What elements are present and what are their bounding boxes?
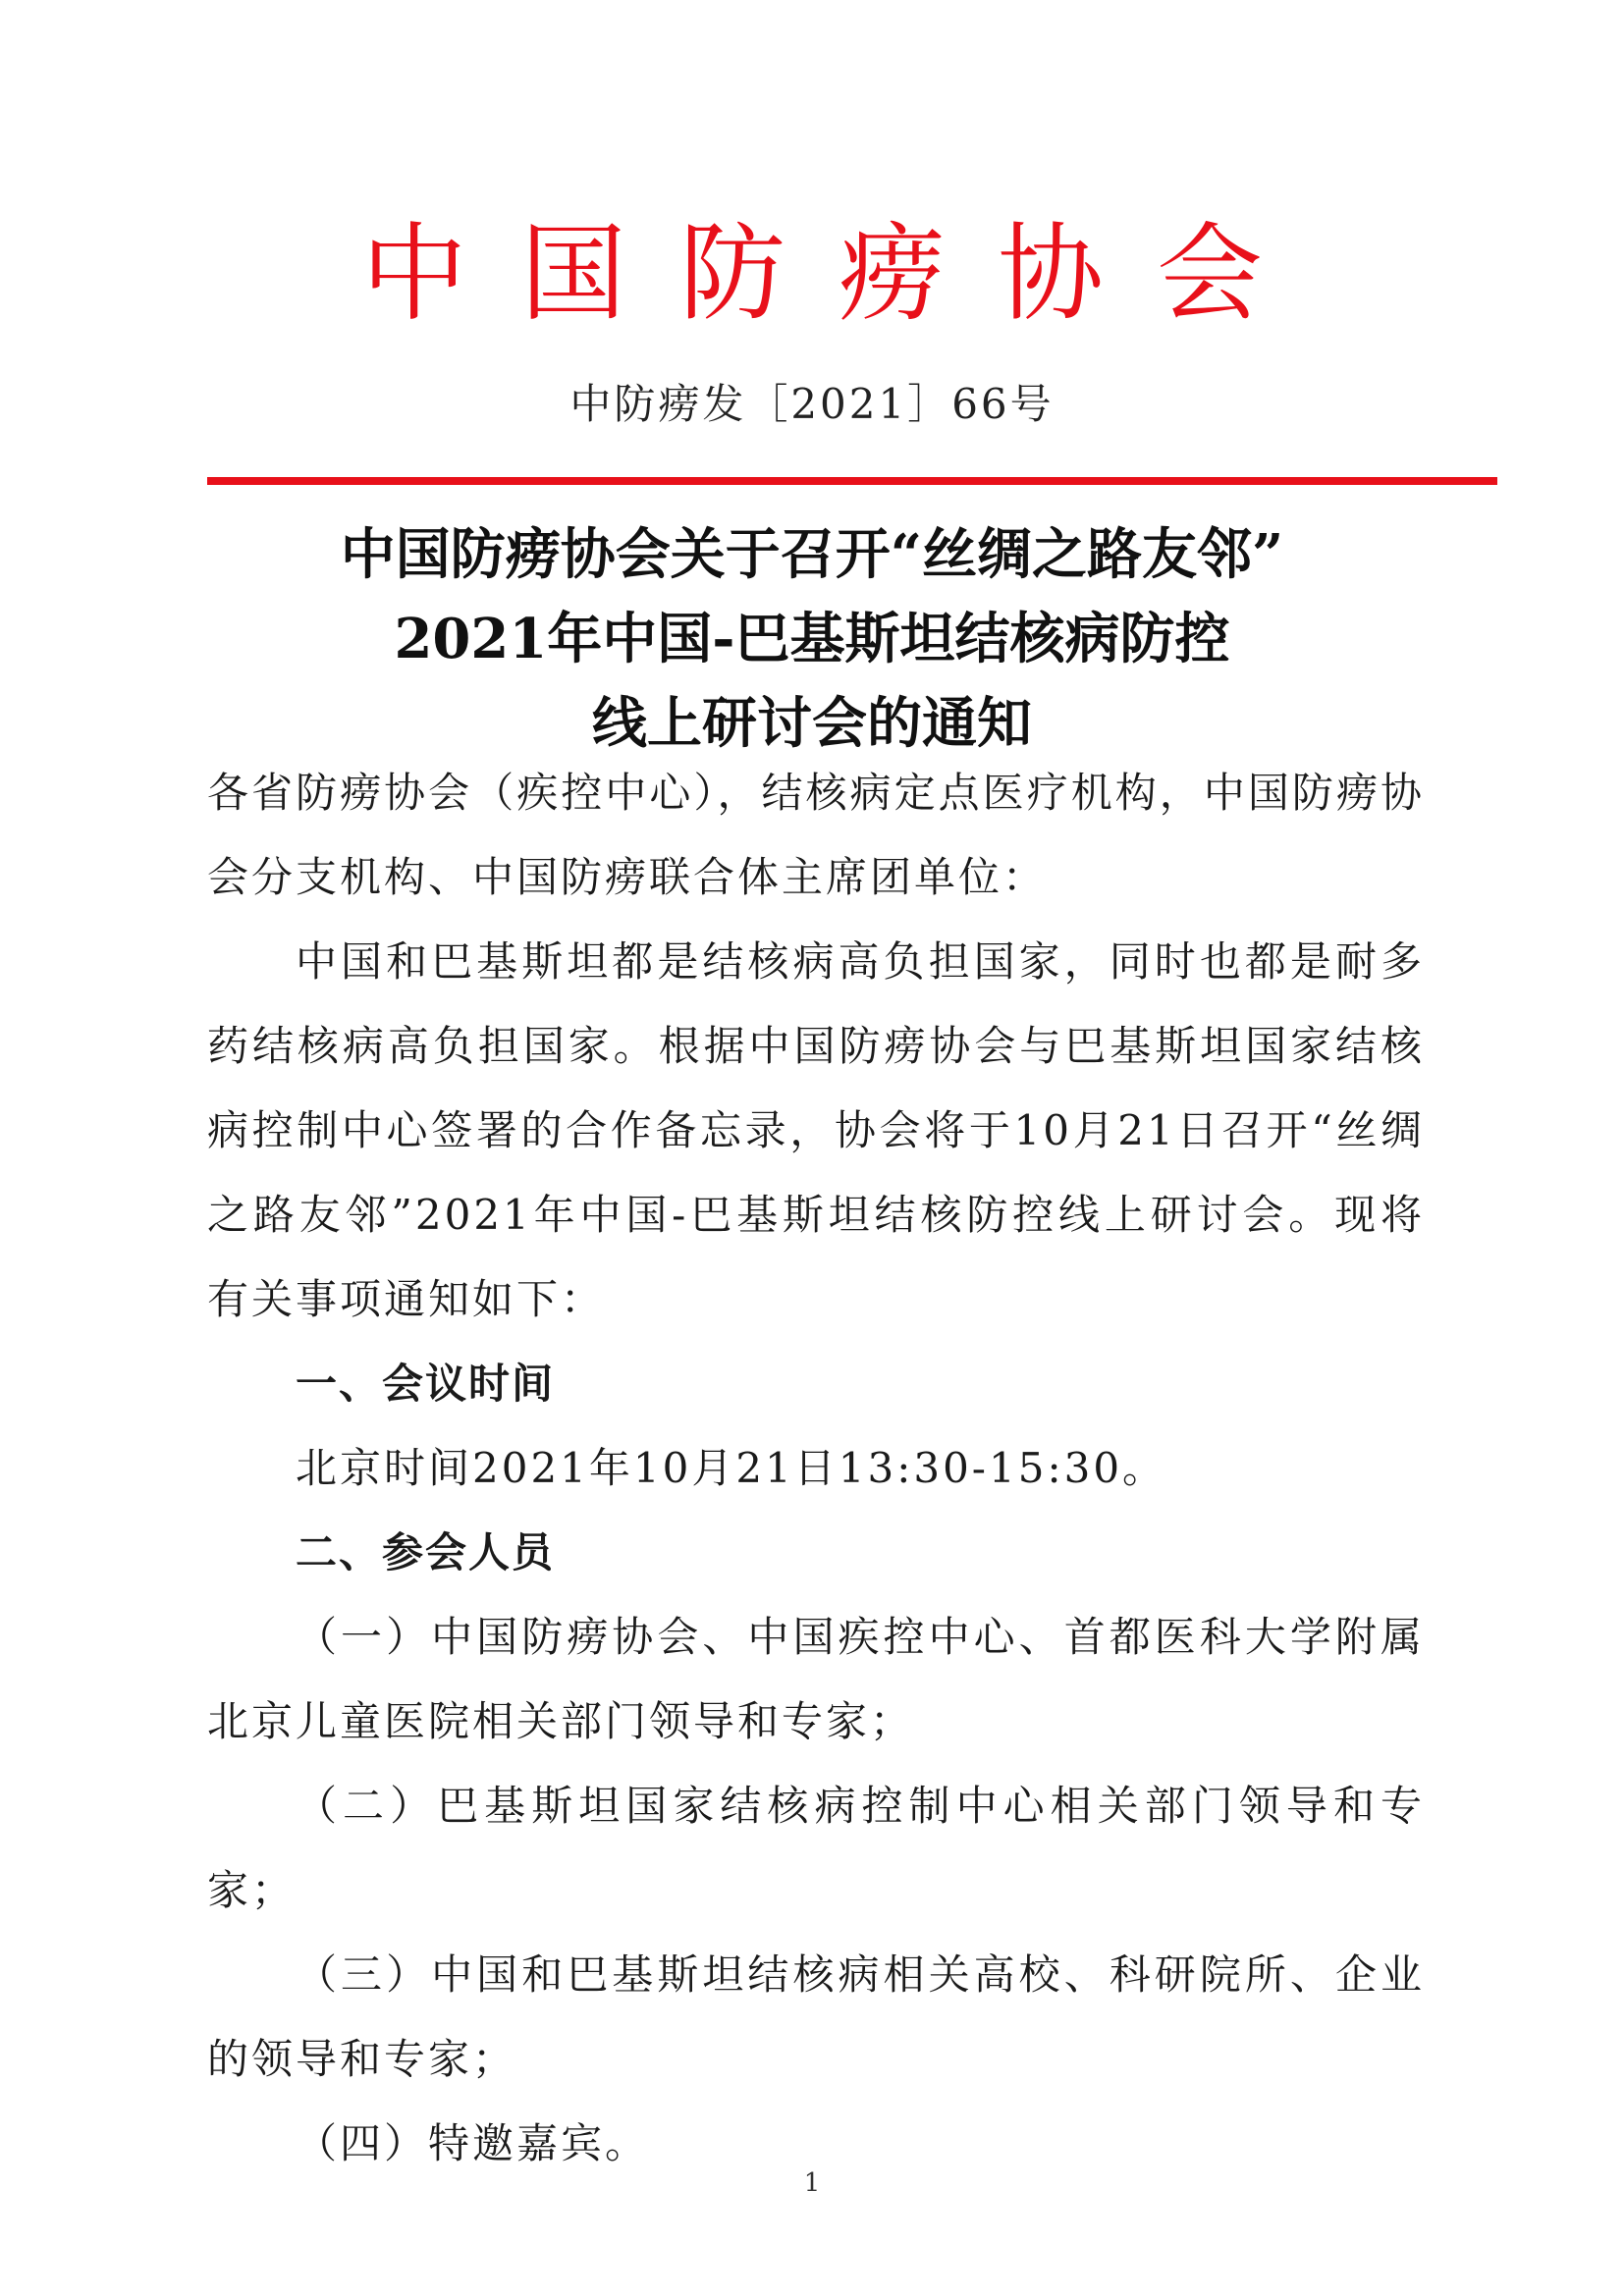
section-heading-attendees: 二、参会人员 [296, 1528, 556, 1576]
page-number: 1 [803, 2168, 821, 2198]
attendee-item: （三）中国和巴基斯坦结核病相关高校、科研院所、企业的领导和专家； [207, 1950, 1425, 2083]
intro-paragraph: 中国和巴基斯坦都是结核病高负担国家，同时也都是耐多药结核病高负担国家。根据中国防痨协会与巴基斯坦国家结核病控制中心签署的合作备忘录，协会将于10月21日召开“丝绸之路友邻”2021年中国-巴基斯坦结核防控线上研讨会。现将有关事项通知如下： [207, 937, 1425, 1323]
section-heading-time: 一、会议时间 [296, 1360, 556, 1408]
meeting-time-paragraph: 北京时间2021年10月21日13:30-15:30。 [296, 1444, 1167, 1492]
title-line-2: 2021年中国-巴基斯坦结核病防控 [394, 607, 1230, 671]
attendee-item: （四）特邀嘉宾。 [296, 2119, 650, 2167]
title-line-1: 中国防痨协会关于召开“丝绸之路友邻” [340, 522, 1284, 587]
header-divider [207, 477, 1497, 485]
document-number: 中防痨发［2021］66号 [569, 380, 1055, 428]
document-body [207, 751, 1425, 2186]
organization-header: 中国防痨协会 [360, 213, 1316, 336]
attendee-item: （一）中国防痨协会、中国疾控中心、首都医科大学附属北京儿童医院相关部门领导和专家； [207, 1613, 1425, 1745]
document-title [0, 512, 1624, 766]
attendee-item: （二）巴基斯坦国家结核病控制中心相关部门领导和专家； [207, 1782, 1425, 1914]
addressee-paragraph: 各省防痨协会（疾控中心），结核病定点医疗机构，中国防痨协会分支机构、中国防痨联合体主席团单位： [207, 769, 1425, 901]
title-line-3: 线上研讨会的通知 [592, 691, 1032, 756]
